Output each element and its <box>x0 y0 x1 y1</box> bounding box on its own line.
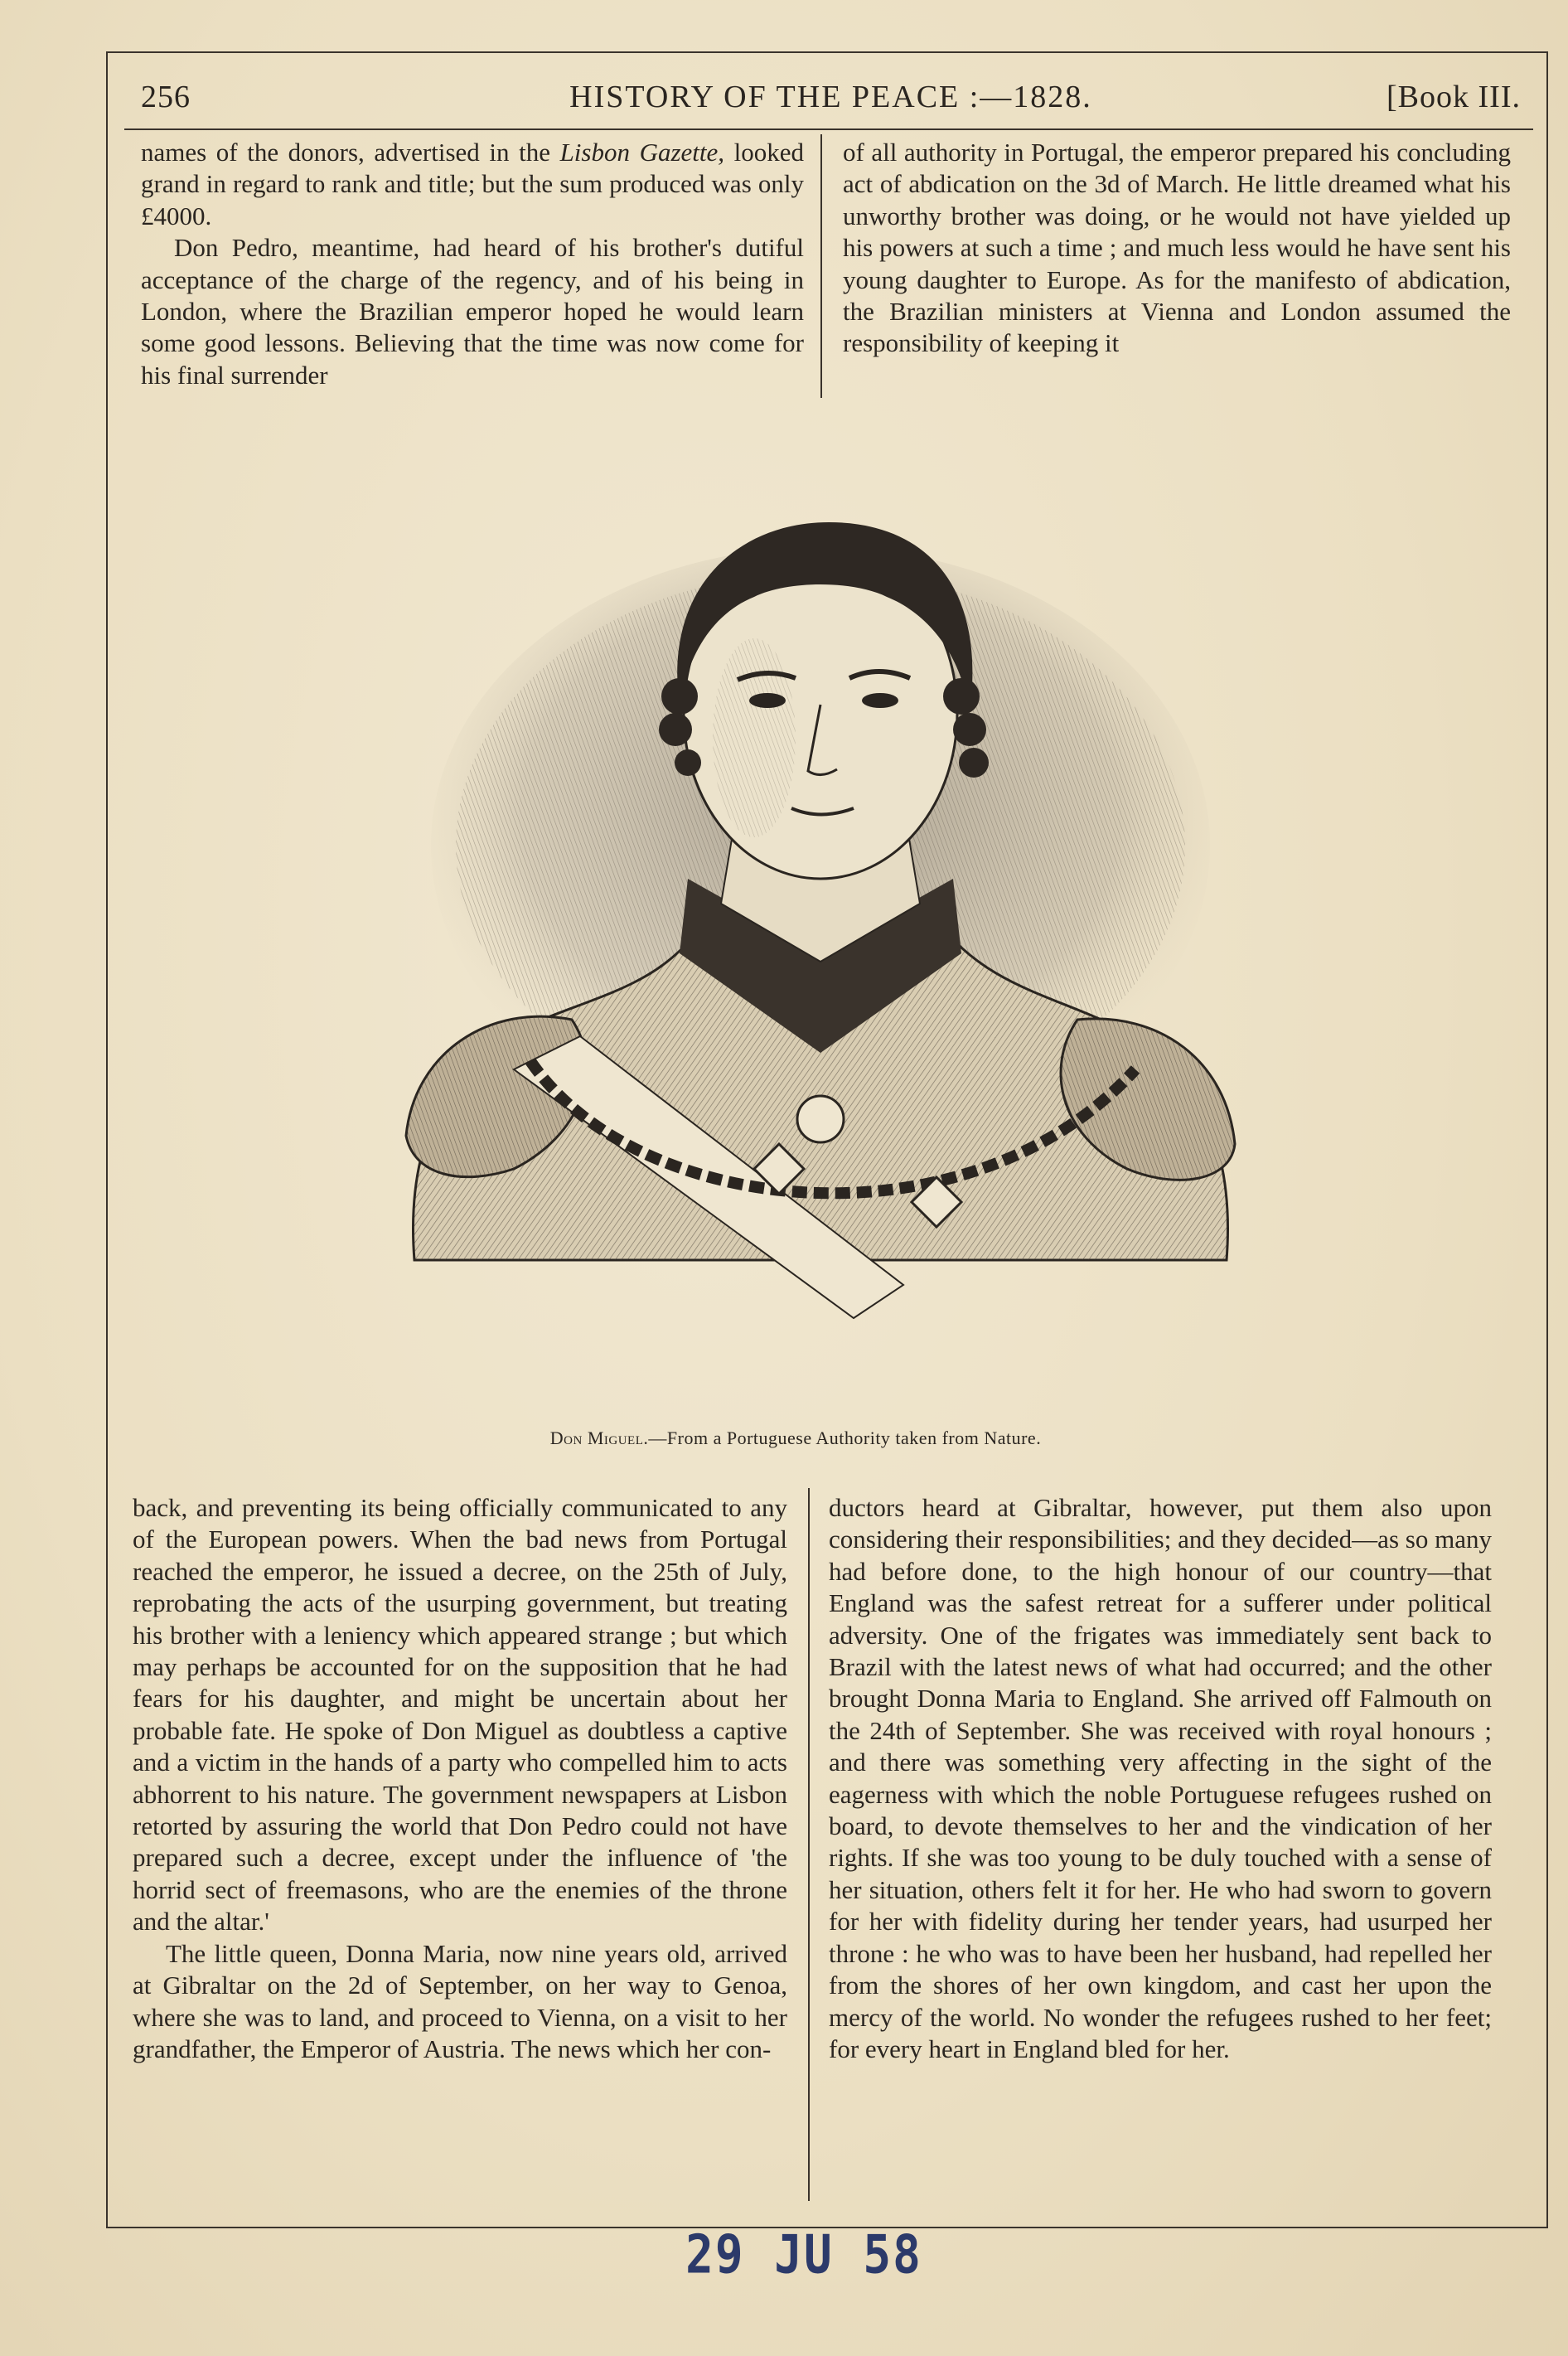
running-title: HISTORY OF THE PEACE :—1828. <box>569 80 1092 114</box>
page-number: 256 <box>141 80 191 114</box>
paragraph: of all authority in Portugal, the emperor prepared his concluding act of abdication on the 3d of March. He little dreamed what his unworthy brother was doing, or he would not have yielded up his powers at such a time ; and much less would he have sent his young daughter to Europe. As for the manifesto of abdication, the Brazilian ministers at Vienna and London assumed the responsibility of keeping it <box>843 138 1511 358</box>
paragraph: Don Pedro, meantime, had heard of his brother's dutiful acceptance of the charge of the regency, and of his being in London, where the Brazilian emperor hoped he would learn some good lessons. Believing that the time was now come for his final surrender <box>141 233 804 390</box>
caption-subject: Don Miguel. <box>549 1428 649 1448</box>
top-left-column <box>141 137 804 391</box>
caption-source: —From a Portuguese Authority taken from Nature. <box>648 1428 1042 1448</box>
column-divider <box>820 134 822 398</box>
paragraph: ductors heard at Gibraltar, however, put them also upon considering their responsibilities; and they decided—as so many had before done, to the high honour of our country—that England was the safest retreat for a sufferer under political adversity. One of the frigates was immediately sent back to Brazil with the latest news of what had occurred; and the other brought Donna Maria to England. She arrived off Falmouth on the 24th of September. She was received with royal honours ; and there was something very affecting in the sight of the eagerness with which the noble Portuguese refugees rushed on board, to devote themselves to her and the vindication of her rights. If she was too young to be duly touched with a sense of her situation, others felt it for her. He who had sworn to govern for her with fidelity during her tender years, had usurped her throne : he who was to have been her husband, had repelled her from the shores of her own kingdom, and cast her upon the mercy of the world. No wonder the refugees rushed to her feet; for every heart in England bled for her. <box>829 1493 1492 2063</box>
header-rule <box>124 128 1533 130</box>
paragraph-text: looked grand in regard to rank and title; but the sum produced was only £4000. <box>141 138 804 230</box>
bottom-left-column <box>133 1492 787 2065</box>
book-label: [Book III. <box>1387 80 1521 114</box>
column-divider <box>808 1488 810 2201</box>
left-eye <box>749 693 786 708</box>
paragraph <box>141 137 804 232</box>
date-stamp: 29 JU 58 <box>685 2223 922 2286</box>
bottom-right-column <box>829 1492 1492 2065</box>
paragraph: back, and preventing its being officially communicated to any of the European powers. When the bad news from Portugal reached the emperor, he issued a decree, on the 25th of July, reprobating the acts of the usurping government, but treating his brother with a leniency which appeared strange ; but which may perhaps be accounted for on the supposition that he had fears for his daughter, and might be uncertain about her probable fate. He spoke of Don Miguel as doubtless a captive and a victim in the hands of a party who compelled him to acts abhorrent to his nature. The government newspapers at Lisbon retorted by assuring the world that Don Pedro could not have prepared such a decree, except under the influence of 'the horrid sect of freemasons, who are the enemies of the throne and the altar.' <box>133 1493 787 1937</box>
medal <box>797 1096 844 1142</box>
italic-newspaper-name: Lisbon Gazette, <box>559 138 725 167</box>
top-right-column <box>843 137 1511 360</box>
right-eye <box>862 693 898 708</box>
paragraph-text: names of the donors, advertised in the <box>141 138 560 167</box>
paragraph: The little queen, Donna Maria, now nine years old, arrived at Gibraltar on the 2d of September, on her way to Genoa, where she was to land, and proceed to Vienna, on a visit to her grandfather, the Emperor of Austria. The news which her con- <box>133 1938 787 2063</box>
illustration-caption <box>332 1428 1260 1449</box>
running-header <box>141 79 1521 125</box>
portrait-engraving <box>390 489 1268 1393</box>
